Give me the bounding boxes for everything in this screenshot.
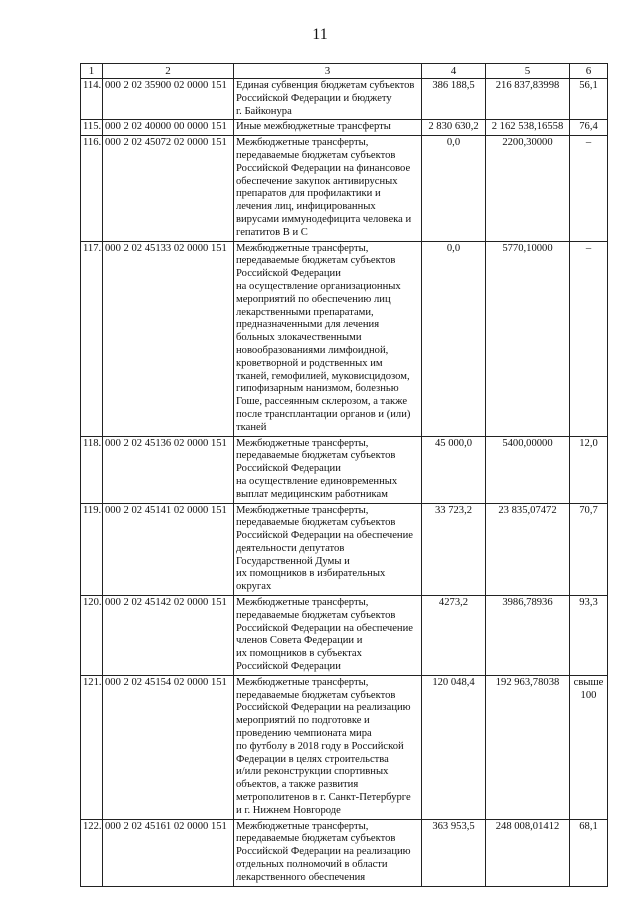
description-line: мероприятий по обеспечению лиц [236, 293, 391, 305]
row-number: 115. [81, 120, 103, 136]
table-row [81, 675, 608, 819]
row-number: 120. [81, 596, 103, 676]
row-description [234, 241, 422, 436]
description-line: Российской Федерации [236, 268, 341, 280]
header-col-1: 1 [81, 64, 103, 79]
executed-amount: 2200,30000 [486, 136, 570, 241]
description-line: Иные межбюджетные трансферты [236, 121, 391, 133]
header-col-3: 3 [234, 64, 422, 79]
description-line: и г. Нижнем Новгороде [236, 804, 341, 816]
description-line: Межбюджетные трансферты, [236, 676, 369, 688]
description-line: Российской Федерации на обеспечение [236, 530, 413, 542]
description-line: тканей [236, 421, 267, 433]
description-line: Российской Федерации на реализацию [236, 846, 411, 858]
description-line: гепатитов В и С [236, 226, 308, 238]
description-line: выплат медицинским работникам [236, 488, 388, 500]
row-number: 118. [81, 436, 103, 503]
execution-percent: – [570, 136, 608, 241]
executed-amount: 5770,10000 [486, 241, 570, 436]
description-line: Государственной Думы и [236, 555, 350, 567]
executed-amount: 2 162 538,16558 [486, 120, 570, 136]
budget-code: 000 2 02 45141 02 0000 151 [103, 503, 234, 596]
table-row [81, 79, 608, 120]
description-line: членов Совета Федерации и [236, 635, 363, 647]
page-number: 11 [312, 26, 328, 43]
header-col-4: 4 [422, 64, 486, 79]
row-description [234, 120, 422, 136]
description-line: больных злокачественными [236, 332, 362, 344]
approved-amount: 33 723,2 [422, 503, 486, 596]
execution-percent: – [570, 241, 608, 436]
execution-percent: свыше 100 [570, 675, 608, 819]
description-line: передаваемые бюджетам субъектов [236, 609, 396, 621]
approved-amount: 120 048,4 [422, 675, 486, 819]
description-line: Российской Федерации на реализацию [236, 702, 411, 714]
description-line: передаваемые бюджетам субъектов [236, 517, 396, 529]
description-line: лекарственного обеспечения [236, 871, 366, 883]
budget-table [80, 63, 608, 887]
row-number: 119. [81, 503, 103, 596]
header-col-2: 2 [103, 64, 234, 79]
description-line: Единая субвенция бюджетам субъектов [236, 80, 415, 91]
row-description [234, 503, 422, 596]
approved-amount: 45 000,0 [422, 436, 486, 503]
description-line: деятельности депутатов [236, 542, 345, 554]
row-number: 114. [81, 79, 103, 120]
description-line: Российской Федерации на обеспечение [236, 622, 413, 634]
description-line: предназначенными для лечения [236, 319, 380, 331]
row-description [234, 79, 422, 120]
description-line: после трансплантации органов и (или) [236, 408, 411, 420]
header-col-6: 6 [570, 64, 608, 79]
description-line: препаратов для профилактики и [236, 188, 381, 200]
description-line: передаваемые бюджетам субъектов [236, 450, 396, 462]
table-row [81, 596, 608, 676]
budget-code: 000 2 02 45133 02 0000 151 [103, 241, 234, 436]
description-line: на осуществление единовременных [236, 475, 398, 487]
description-line: Межбюджетные трансферты, [236, 504, 369, 516]
description-line: Гоше, рассеянным склерозом, а также [236, 396, 408, 408]
description-line: Межбюджетные трансферты, [236, 137, 369, 149]
executed-amount: 5400,00000 [486, 436, 570, 503]
description-line: Межбюджетные трансферты, [236, 242, 369, 254]
description-line: передаваемые бюджетам субъектов [236, 149, 396, 161]
description-line: Федерации в целях строительства [236, 753, 389, 765]
row-description [234, 596, 422, 676]
budget-code: 000 2 02 35900 02 0000 151 [103, 79, 234, 120]
row-description [234, 436, 422, 503]
approved-amount: 0,0 [422, 241, 486, 436]
approved-amount: 4273,2 [422, 596, 486, 676]
description-line: Российской Федерации на финансовое [236, 162, 411, 174]
description-line: тканей, гемофилией, муковисцидозом, [236, 370, 410, 382]
description-line: обеспечение закупок антивирусных [236, 175, 398, 187]
description-line: передаваемые бюджетам субъектов [236, 255, 396, 267]
description-line: Российской Федерации [236, 463, 341, 475]
budget-code: 000 2 02 45142 02 0000 151 [103, 596, 234, 676]
table-row [81, 436, 608, 503]
approved-amount: 386 188,5 [422, 79, 486, 120]
description-line: метрополитенов в г. Санкт-Петербурге [236, 792, 411, 804]
execution-percent: 68,1 [570, 819, 608, 886]
execution-percent: 12,0 [570, 436, 608, 503]
execution-percent: 70,7 [570, 503, 608, 596]
budget-code: 000 2 02 45154 02 0000 151 [103, 675, 234, 819]
table-row [81, 136, 608, 241]
description-line: гипофизарным нанизмом, болезнью [236, 383, 399, 395]
approved-amount: 2 830 630,2 [422, 120, 486, 136]
approved-amount: 0,0 [422, 136, 486, 241]
row-description [234, 136, 422, 241]
budget-code: 000 2 02 45136 02 0000 151 [103, 436, 234, 503]
budget-code: 000 2 02 45072 02 0000 151 [103, 136, 234, 241]
executed-amount: 23 835,07472 [486, 503, 570, 596]
description-line: проведению чемпионата мира [236, 728, 372, 740]
description-line: Межбюджетные трансферты, [236, 597, 369, 609]
description-line: лекарственными препаратами, [236, 306, 374, 318]
row-description [234, 819, 422, 886]
row-number: 116. [81, 136, 103, 241]
row-description [234, 675, 422, 819]
table-row [81, 120, 608, 136]
table-row [81, 503, 608, 596]
description-line: объектов, а также развития [236, 779, 359, 791]
table-header-row [81, 64, 608, 79]
description-line: кроветворной и родственных им [236, 357, 383, 369]
description-line: отдельных полномочий в области [236, 859, 388, 871]
description-line: вирусами иммунодефицита человека и [236, 213, 412, 225]
executed-amount: 192 963,78038 [486, 675, 570, 819]
description-line: мероприятий по подготовке и [236, 715, 370, 727]
executed-amount: 248 008,01412 [486, 819, 570, 886]
description-line: на осуществление организационных [236, 280, 401, 292]
budget-code: 000 2 02 45161 02 0000 151 [103, 819, 234, 886]
approved-amount: 363 953,5 [422, 819, 486, 886]
row-number: 117. [81, 241, 103, 436]
executed-amount: 3986,78936 [486, 596, 570, 676]
description-line: лечения лиц, инфицированных [236, 201, 376, 213]
description-line: по футболу в 2018 году в Российской [236, 740, 404, 752]
row-number: 122. [81, 819, 103, 886]
description-line: их помощников в субъектах [236, 648, 362, 660]
execution-percent: 93,3 [570, 596, 608, 676]
execution-percent: 76,4 [570, 120, 608, 136]
row-number: 121. [81, 675, 103, 819]
table-row [81, 241, 608, 436]
description-line: Российской Федерации и бюджету [236, 92, 392, 104]
header-col-5: 5 [486, 64, 570, 79]
description-line: передаваемые бюджетам субъектов [236, 689, 396, 701]
description-line: их помощников в избирательных [236, 568, 386, 580]
description-line: округах [236, 581, 272, 593]
description-line: новообразованиями лимфоидной, [236, 344, 389, 356]
description-line: Российской Федерации [236, 661, 341, 673]
executed-amount: 216 837,83998 [486, 79, 570, 120]
execution-percent: 56,1 [570, 79, 608, 120]
table-body [81, 79, 608, 887]
budget-code: 000 2 02 40000 00 0000 151 [103, 120, 234, 136]
description-line: и/или реконструкции спортивных [236, 766, 389, 778]
description-line: Межбюджетные трансферты, [236, 437, 369, 449]
description-line: г. Байконура [236, 105, 292, 117]
description-line: передаваемые бюджетам субъектов [236, 833, 396, 845]
description-line: Межбюджетные трансферты, [236, 820, 369, 832]
table-row [81, 819, 608, 886]
